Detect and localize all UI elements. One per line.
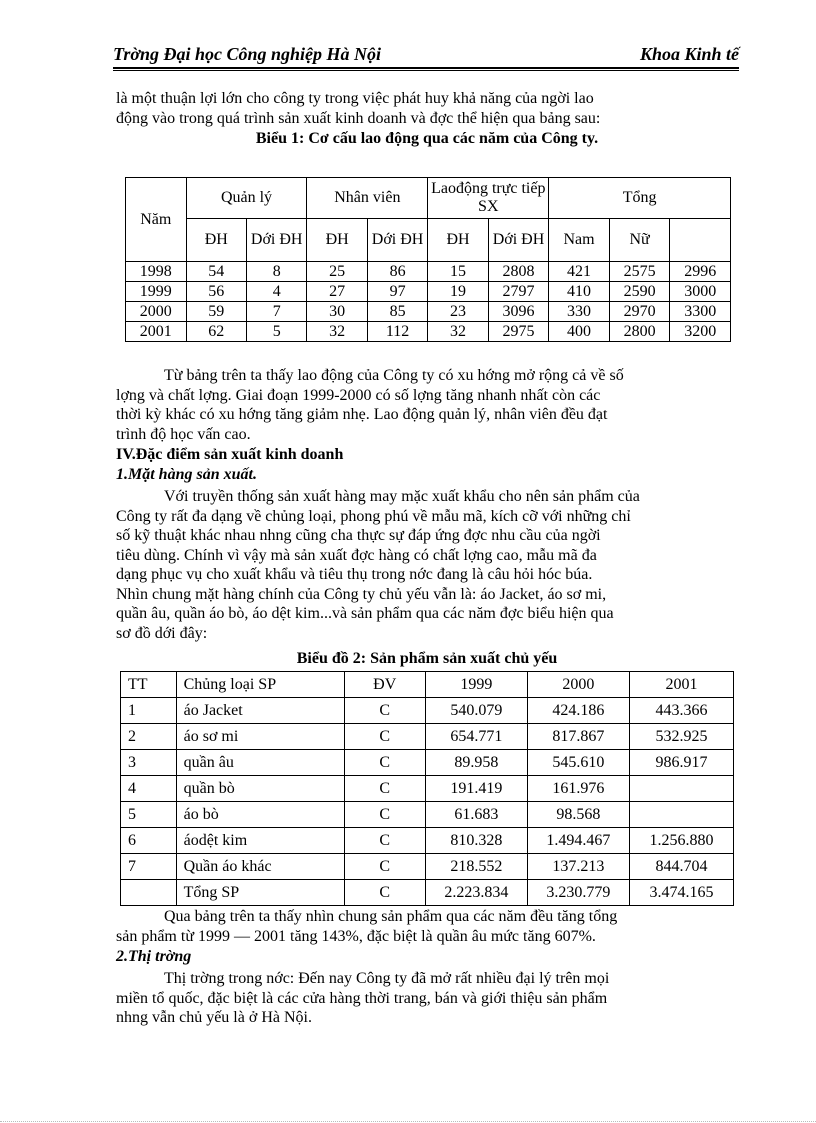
cell: 810.328 — [425, 828, 527, 854]
text-line: Nhìn chung mặt hàng chính của Công ty chủ yếu vẫn là: áo Jacket, áo sơ mi, — [116, 585, 607, 603]
table-row — [121, 724, 734, 750]
header-faculty: Khoa Kinh tế — [639, 44, 739, 64]
table-row — [121, 854, 734, 880]
cell: 8 — [246, 262, 306, 282]
th-product-type: Chủng loại SP — [176, 672, 344, 698]
cell: 2970 — [609, 302, 670, 322]
cell: C — [344, 828, 425, 854]
cell: C — [344, 854, 425, 880]
header-school: Trờng Đại học Công nghiệp Hà Nội — [113, 44, 382, 64]
cell: 1.494.467 — [527, 828, 629, 854]
cell: 98.568 — [527, 802, 629, 828]
cell: 3300 — [670, 302, 731, 322]
cell: 5 — [246, 322, 306, 342]
cell: 2800 — [609, 322, 670, 342]
table1-caption: Biểu 1: Cơ cấu lao động qua các năm của Công ty. — [255, 130, 599, 147]
cell: 532.925 — [629, 724, 733, 750]
cell: 137.213 — [527, 854, 629, 880]
cell: 61.683 — [425, 802, 527, 828]
header-rule-thin — [113, 70, 739, 71]
cell: 25 — [307, 262, 367, 282]
cell: 2797 — [488, 282, 549, 302]
cell: quần bò — [176, 776, 344, 802]
table-row — [126, 322, 731, 342]
text-line: Công ty rất đa dạng về chủng loại, phong phú về mẫu mã, kích cỡ với những chỉ — [116, 507, 631, 525]
cell: 3200 — [670, 322, 731, 342]
table-row — [121, 750, 734, 776]
th-dh: ĐH — [428, 219, 488, 262]
products-paragraph — [116, 487, 738, 643]
cell: áo bò — [176, 802, 344, 828]
text-line: lợng và chất lợng. Giai đoạn 1999-2000 có số lợng tăng nhanh nhất còn các — [116, 386, 601, 404]
cell: 2808 — [488, 262, 549, 282]
cell: 424.186 — [527, 698, 629, 724]
th-below-dh: Dới ĐH — [488, 219, 549, 262]
cell: C — [344, 776, 425, 802]
subsection-heading-market: 2.Thị trờng — [116, 948, 192, 965]
text-line: dạng phục vụ cho xuất khẩu và tiêu thụ trong nớc đang là câu hỏi hóc búa. — [116, 566, 593, 583]
cell: 2 — [121, 724, 177, 750]
cell: 330 — [549, 302, 610, 322]
table-row — [121, 698, 734, 724]
th-male: Nam — [549, 219, 610, 262]
page-header — [113, 44, 739, 66]
cell: 4 — [121, 776, 177, 802]
cell: quần âu — [176, 750, 344, 776]
cell: 54 — [186, 262, 246, 282]
cell — [121, 880, 177, 906]
cell: áo Jacket — [176, 698, 344, 724]
cell: 27 — [307, 282, 367, 302]
cell: 3.474.165 — [629, 880, 733, 906]
cell: 97 — [367, 282, 427, 302]
text-line: Qua bảng trên ta thấy nhìn chung sản phẩm qua các năm đều tăng tổng — [164, 908, 618, 925]
cell: 3000 — [670, 282, 731, 302]
cell: 7 — [121, 854, 177, 880]
cell: 654.771 — [425, 724, 527, 750]
cell: 85 — [367, 302, 427, 322]
cell: 3096 — [488, 302, 549, 322]
cell: Tổng SP — [176, 880, 344, 906]
th-female: Nữ — [609, 219, 670, 262]
cell: C — [344, 750, 425, 776]
text-line: trình độ học vấn cao. — [116, 425, 251, 443]
th-below-dh: Dới ĐH — [246, 219, 306, 262]
cell: 19 — [428, 282, 488, 302]
cell: áo sơ mi — [176, 724, 344, 750]
text-line: động vào trong quá trình sản xuất kinh doanh và đợc thể hiện qua bảng sau: — [116, 109, 601, 127]
th-2001: 2001 — [629, 672, 733, 698]
cell: 7 — [246, 302, 306, 322]
cell: 421 — [549, 262, 610, 282]
cell: C — [344, 724, 425, 750]
header-rule — [113, 67, 739, 69]
cell: áodệt kim — [176, 828, 344, 854]
cell: 32 — [307, 322, 367, 342]
cell: 218.552 — [425, 854, 527, 880]
th-empty — [670, 219, 731, 262]
th-staff: Nhân viên — [307, 178, 428, 219]
th-unit: ĐV — [344, 672, 425, 698]
text-line: sản phẩm từ 1999 — 2001 tăng 143%, đặc biệt là quần âu mức tăng 607%. — [116, 927, 596, 945]
text-line: Từ bảng trên ta thấy lao động của Công ty có xu hớng mở rộng cả về số — [164, 367, 624, 384]
analysis-paragraph — [116, 366, 738, 444]
cell: 23 — [428, 302, 488, 322]
th-year: Năm — [126, 178, 187, 262]
cell: 4 — [246, 282, 306, 302]
table-header-row — [121, 672, 734, 698]
th-management: Quản lý — [186, 178, 307, 219]
text-line: Với truyền thống sản xuất hàng may mặc xuất khẩu cho nên sản phẩm của — [164, 488, 640, 505]
cell: 2.223.834 — [425, 880, 527, 906]
cell: 2000 — [126, 302, 187, 322]
table-row — [121, 776, 734, 802]
labor-structure-table — [125, 177, 731, 342]
cell: Quần áo khác — [176, 854, 344, 880]
table-row — [126, 282, 731, 302]
table1-body — [126, 262, 731, 342]
th-2000: 2000 — [527, 672, 629, 698]
market-paragraph — [116, 969, 738, 1028]
summary-paragraph — [116, 907, 738, 946]
cell: 5 — [121, 802, 177, 828]
cell: 2996 — [670, 262, 731, 282]
text-line: miền tổ quốc, đặc biệt là các cửa hàng thời trang, bán và giới thiệu sản phẩm — [116, 989, 608, 1007]
cell: 161.976 — [527, 776, 629, 802]
cell: 2975 — [488, 322, 549, 342]
cell: 56 — [186, 282, 246, 302]
cell: 817.867 — [527, 724, 629, 750]
cell: 15 — [428, 262, 488, 282]
cell: C — [344, 698, 425, 724]
cell — [629, 802, 733, 828]
cell: 844.704 — [629, 854, 733, 880]
cell: 2590 — [609, 282, 670, 302]
cell: 62 — [186, 322, 246, 342]
th-dh: ĐH — [186, 219, 246, 262]
cell: 6 — [121, 828, 177, 854]
table-row — [126, 302, 731, 322]
cell: 86 — [367, 262, 427, 282]
cell: 545.610 — [527, 750, 629, 776]
text-line: là một thuận lợi lớn cho công ty trong việc phát huy khả năng của ngời lao — [116, 90, 594, 107]
cell: 443.366 — [629, 698, 733, 724]
cell: 191.419 — [425, 776, 527, 802]
table-row — [126, 262, 731, 282]
table2-caption: Biểu đồ 2: Sản phẩm sản xuất chủ yếu — [296, 650, 558, 667]
cell: 1 — [121, 698, 177, 724]
cell: C — [344, 880, 425, 906]
cell: 400 — [549, 322, 610, 342]
cell: 30 — [307, 302, 367, 322]
intro-paragraph — [116, 89, 738, 128]
cell: 112 — [367, 322, 427, 342]
text-line: tiêu dùng. Chính vì vậy mà sản xuất đợc hàng có chất lợng cao, mẫu mã đa — [116, 546, 597, 564]
text-line: thời kỳ khác có xu hớng tăng giảm nhẹ. Lao động quản lý, nhân viên đều đạt — [116, 406, 608, 423]
page-bottom-border — [0, 1121, 816, 1122]
cell: 59 — [186, 302, 246, 322]
products-table — [120, 671, 734, 906]
cell: 2575 — [609, 262, 670, 282]
th-direct-labor: Laođộng trực tiếp SX — [428, 178, 549, 219]
table-row — [121, 828, 734, 854]
cell: 1998 — [126, 262, 187, 282]
th-below-dh: Dới ĐH — [367, 219, 427, 262]
cell: 1999 — [126, 282, 187, 302]
cell: 986.917 — [629, 750, 733, 776]
cell: 2001 — [126, 322, 187, 342]
text-line: số kỹ thuật khác nhau nhng cũng cha thực sự đáp ứng đợc nhu cầu của ngời — [116, 527, 601, 544]
cell: 1.256.880 — [629, 828, 733, 854]
cell — [629, 776, 733, 802]
th-total: Tổng — [549, 178, 731, 219]
cell: C — [344, 802, 425, 828]
section-heading: IV.Đặc điểm sản xuất kinh doanh — [116, 446, 344, 463]
cell: 89.958 — [425, 750, 527, 776]
th-1999: 1999 — [425, 672, 527, 698]
table-row — [121, 802, 734, 828]
th-dh: ĐH — [307, 219, 367, 262]
cell: 540.079 — [425, 698, 527, 724]
subsection-heading: 1.Mặt hàng sản xuất. — [116, 466, 257, 483]
cell: 32 — [428, 322, 488, 342]
text-line: Thị trờng trong nớc: Đến nay Công ty đã mở rất nhiều đại lý trên mọi — [164, 970, 610, 987]
cell: 3 — [121, 750, 177, 776]
text-line: nhng vẫn chủ yếu là ở Hà Nội. — [116, 1009, 312, 1026]
th-tt: TT — [121, 672, 177, 698]
text-line: sơ đồ dới đây: — [116, 624, 208, 642]
cell: 3.230.779 — [527, 880, 629, 906]
text-line: quần âu, quần áo bò, áo dệt kim...và sản phẩm qua các năm đợc biểu hiện qua — [116, 605, 614, 622]
cell: 410 — [549, 282, 610, 302]
table-total-row — [121, 880, 734, 906]
